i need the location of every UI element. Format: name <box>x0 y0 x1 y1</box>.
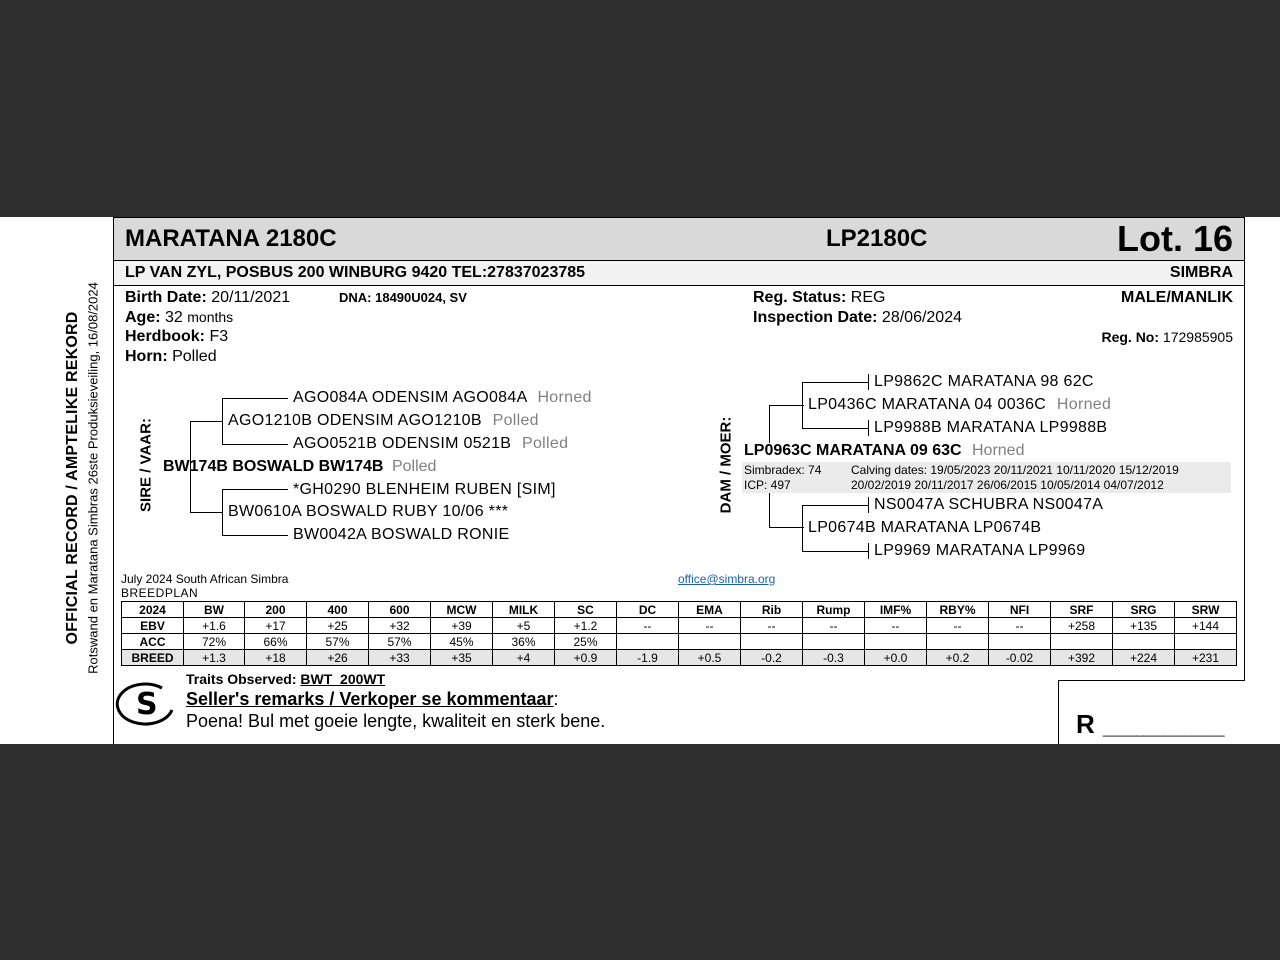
animal-id: LP2180C <box>826 225 928 252</box>
ebv-header-cell: NFI <box>989 602 1051 618</box>
dam-s-horn: Horned <box>1056 396 1112 413</box>
ebv-header-cell: 400 <box>307 602 369 618</box>
sire-ss-name: AGO084A ODENSIM AGO084A <box>293 389 527 406</box>
acc-cell: 66% <box>245 634 307 650</box>
breed-cell: +0.0 <box>865 650 927 666</box>
ebv-header-cell: SC <box>555 602 617 618</box>
breed-cell: +33 <box>369 650 431 666</box>
reg-no-label: Reg. No: <box>1101 329 1160 345</box>
inspection-label: Inspection Date: <box>753 309 878 326</box>
breedplan-label: BREEDPLAN <box>121 586 199 600</box>
ebv-header-cell: 2024 <box>122 602 184 618</box>
acc-cell: 57% <box>369 634 431 650</box>
official-record-label: OFFICIAL RECORD / AMPTELIKE REKORD <box>64 311 81 645</box>
lot-number: Lot. 16 <box>1116 218 1233 259</box>
breed-cell: -0.2 <box>741 650 803 666</box>
herdbook-label: Herdbook: <box>125 328 205 345</box>
ebv-header-cell: DC <box>617 602 679 618</box>
dam-sd-line <box>802 428 868 429</box>
seller-remarks-colon: : <box>553 689 559 709</box>
sire-ds: *GH0290 BLENHEIM RUBEN [SIM] <box>293 481 556 498</box>
breed-cell: +0.2 <box>927 650 989 666</box>
sire-main <box>163 458 436 476</box>
ebv-cell: +32 <box>369 618 431 634</box>
ebv-cell: -- <box>803 618 865 634</box>
dam-d: LP0674B MARATANA LP0674B <box>808 519 1042 536</box>
dam-s-bracket <box>802 382 803 429</box>
dam-dd-line <box>802 551 868 552</box>
ebv-cell: +5 <box>493 618 555 634</box>
sire-bracket-top <box>190 421 222 422</box>
ebv-cell: +17 <box>245 618 307 634</box>
dam-ds: NS0047A SCHUBRA NS0047A <box>874 496 1104 513</box>
sire-s <box>228 412 539 430</box>
age-label: Age: <box>125 309 161 326</box>
sire-label: SIRE / VAAR: <box>137 418 155 512</box>
ebv-cell: +39 <box>431 618 493 634</box>
ebv-table <box>121 601 1237 666</box>
logo-letter: S <box>136 687 158 722</box>
sire-ds-line <box>222 489 288 490</box>
inspection-value: 28/06/2024 <box>881 309 962 326</box>
age-unit: months <box>187 309 234 325</box>
sire-s-horn: Polled <box>492 412 539 429</box>
ebv-row-label: EBV <box>122 618 184 634</box>
acc-cell <box>989 634 1051 650</box>
traits-value: BWT 200WT <box>300 671 386 687</box>
ebv-cell: +144 <box>1175 618 1237 634</box>
acc-row <box>122 634 1237 650</box>
ebv-header-row <box>122 602 1237 618</box>
sire-main-name: BW174B BOSWALD BW174B <box>163 458 384 475</box>
ebv-source: July 2024 South African Simbra <box>121 572 289 586</box>
dam-bracket-top <box>769 405 804 406</box>
sire-ss-horn: Horned <box>537 389 592 406</box>
ebv-cell: -- <box>617 618 679 634</box>
dam-calving-dates-1: Calving dates: 19/05/2023 20/11/2021 10/11/2020 15/12/2019 <box>851 463 1179 477</box>
ebv-header-cell: Rump <box>803 602 865 618</box>
sire-sd-horn: Polled <box>522 435 569 452</box>
acc-cell: 72% <box>184 634 245 650</box>
dam-ss-tick <box>868 374 869 390</box>
ebv-header-cell: MCW <box>431 602 493 618</box>
ebv-cell: -- <box>865 618 927 634</box>
breed-cell: -0.02 <box>989 650 1051 666</box>
breed-cell: +18 <box>245 650 307 666</box>
traits-label: Traits Observed: <box>186 671 297 687</box>
acc-cell <box>1113 634 1175 650</box>
price-currency: R <box>1076 709 1095 739</box>
sire-bracket-bottom <box>190 512 222 513</box>
breed-cell: +26 <box>307 650 369 666</box>
breed-cell: +231 <box>1175 650 1237 666</box>
seller-remarks-label: Seller's remarks / Verkoper se kommentaar <box>186 689 554 709</box>
acc-cell: 25% <box>555 634 617 650</box>
sire-d: BW0610A BOSWALD RUBY 10/06 *** <box>228 503 509 520</box>
sire-dd-line <box>222 535 288 536</box>
dam-dd-tick <box>868 543 869 559</box>
acc-cell <box>1175 634 1237 650</box>
sire-ss-line <box>222 398 288 399</box>
acc-row-label: ACC <box>122 634 184 650</box>
sire-sd-line <box>222 444 288 445</box>
ebv-cell: -- <box>679 618 741 634</box>
breed-cell: +392 <box>1051 650 1113 666</box>
seller-remarks-heading <box>186 689 559 710</box>
reg-status-value: REG <box>850 289 886 306</box>
horn-value: Polled <box>172 348 217 365</box>
ebv-header-cell: SRG <box>1113 602 1175 618</box>
sire-s-name: AGO1210B ODENSIM AGO1210B <box>228 412 482 429</box>
dam-main-name: LP0963C MARATANA 09 63C <box>744 442 962 459</box>
horn <box>125 348 217 366</box>
dam-ss: LP9862C MARATANA 98 62C <box>874 373 1094 390</box>
ebv-cell: +1.2 <box>555 618 617 634</box>
ebv-header-cell: 200 <box>245 602 307 618</box>
ebv-cell: +1.6 <box>184 618 245 634</box>
sire-s-bracket <box>222 398 223 445</box>
ebv-header-cell: SRF <box>1051 602 1113 618</box>
birth-date-label: Birth Date: <box>125 289 207 306</box>
dam-main-horn: Horned <box>972 442 1025 459</box>
dam-s <box>808 396 1111 414</box>
acc-cell <box>1051 634 1113 650</box>
sex-label: MALE/MANLIK <box>1121 289 1233 306</box>
dam-ss-line <box>802 382 868 383</box>
ebv-cell: +258 <box>1051 618 1113 634</box>
ebv-header-cell: RBY% <box>927 602 989 618</box>
birth-date-value: 20/11/2021 <box>211 289 291 306</box>
breed-row <box>122 650 1237 666</box>
seller-remarks-text: Poena! Bul met goeie lengte, kwaliteit en sterk bene. <box>186 711 606 731</box>
dam-ds-line <box>802 505 868 506</box>
dam-label: DAM / MOER: <box>717 416 735 514</box>
ebv-header-cell: IMF% <box>865 602 927 618</box>
sire-sd-name: AGO0521B ODENSIM 0521B <box>293 435 512 452</box>
breed-cell: -0.3 <box>803 650 865 666</box>
age <box>125 309 233 327</box>
ebv-cell: -- <box>741 618 803 634</box>
breed-row-label: BREED <box>122 650 184 666</box>
animal-name: MARATANA 2180C <box>125 225 337 252</box>
acc-cell <box>803 634 865 650</box>
acc-cell <box>617 634 679 650</box>
dam-calving-dates-2: 20/02/2019 20/11/2017 26/06/2015 10/05/2014 04/07/2012 <box>851 478 1164 492</box>
dam-dd: LP9969 MARATANA LP9969 <box>874 542 1086 559</box>
dam-icp: ICP: 497 <box>744 478 791 492</box>
reg-no-value: 172985905 <box>1162 329 1233 345</box>
birth-date <box>125 289 290 307</box>
age-value: 32 <box>165 309 183 326</box>
ebv-row <box>122 618 1237 634</box>
acc-cell <box>927 634 989 650</box>
owner-address: LP VAN ZYL, POSBUS 200 WINBURG 9420 TEL:27837023785 <box>125 264 586 281</box>
reg-status <box>753 289 885 307</box>
breed-cell: +0.5 <box>679 650 741 666</box>
dam-sd-tick <box>868 420 869 436</box>
sire-dd: BW0042A BOSWALD RONIE <box>293 526 510 543</box>
acc-cell: 36% <box>493 634 555 650</box>
email-link[interactable]: office@simbra.org <box>678 572 776 586</box>
herdbook-value: F3 <box>209 328 229 345</box>
breed-cell: +1.3 <box>184 650 245 666</box>
sire-sd <box>293 435 568 453</box>
dam-ds-tick <box>868 497 869 513</box>
traits-observed <box>186 671 385 687</box>
dam-main <box>744 442 1024 460</box>
auction-event-label: Rotswand en Maratana Simbras 26ste Produksieveiling, 16/08/2024 <box>85 282 101 674</box>
acc-cell <box>865 634 927 650</box>
breed-cell: +224 <box>1113 650 1175 666</box>
ebv-header-cell: BW <box>184 602 245 618</box>
simbra-logo-icon <box>114 680 178 730</box>
acc-cell <box>741 634 803 650</box>
ebv-cell: +25 <box>307 618 369 634</box>
reg-status-label: Reg. Status: <box>753 289 847 306</box>
ebv-header-cell: Rib <box>741 602 803 618</box>
herdbook <box>125 328 228 346</box>
sire-d-bracket <box>222 489 223 536</box>
ebv-cell: -- <box>927 618 989 634</box>
acc-cell: 45% <box>431 634 493 650</box>
breed-label: SIMBRA <box>1169 264 1233 281</box>
breed-cell: -1.9 <box>617 650 679 666</box>
ebv-cell: -- <box>989 618 1051 634</box>
dam-bracket-bottom <box>769 527 804 528</box>
dna-info: DNA: 18490U024, SV <box>339 290 467 305</box>
dam-bracket-lower <box>769 492 770 528</box>
sire-ss <box>293 389 592 407</box>
dam-s-name: LP0436C MARATANA 04 0036C <box>808 396 1047 413</box>
acc-cell: 57% <box>307 634 369 650</box>
breed-cell: +0.9 <box>555 650 617 666</box>
ebv-header-cell: MILK <box>493 602 555 618</box>
breed-cell: +4 <box>493 650 555 666</box>
acc-cell <box>679 634 741 650</box>
sire-main-horn: Polled <box>391 458 437 475</box>
dam-simbradex: Simbradex: 74 <box>744 463 822 477</box>
ebv-cell: +135 <box>1113 618 1175 634</box>
breed-cell: +35 <box>431 650 493 666</box>
price-input-line[interactable]: __________________ <box>1103 722 1225 737</box>
horn-label: Horn: <box>125 348 168 365</box>
ebv-header-cell: EMA <box>679 602 741 618</box>
dam-bracket-upper <box>769 405 770 443</box>
dam-sd: LP9988B MARATANA LP9988B <box>874 419 1108 436</box>
inspection-date <box>753 309 962 327</box>
ebv-header-cell: 600 <box>369 602 431 618</box>
ebv-header-cell: SRW <box>1175 602 1237 618</box>
dam-d-bracket <box>802 505 803 552</box>
reg-number <box>1101 329 1233 345</box>
